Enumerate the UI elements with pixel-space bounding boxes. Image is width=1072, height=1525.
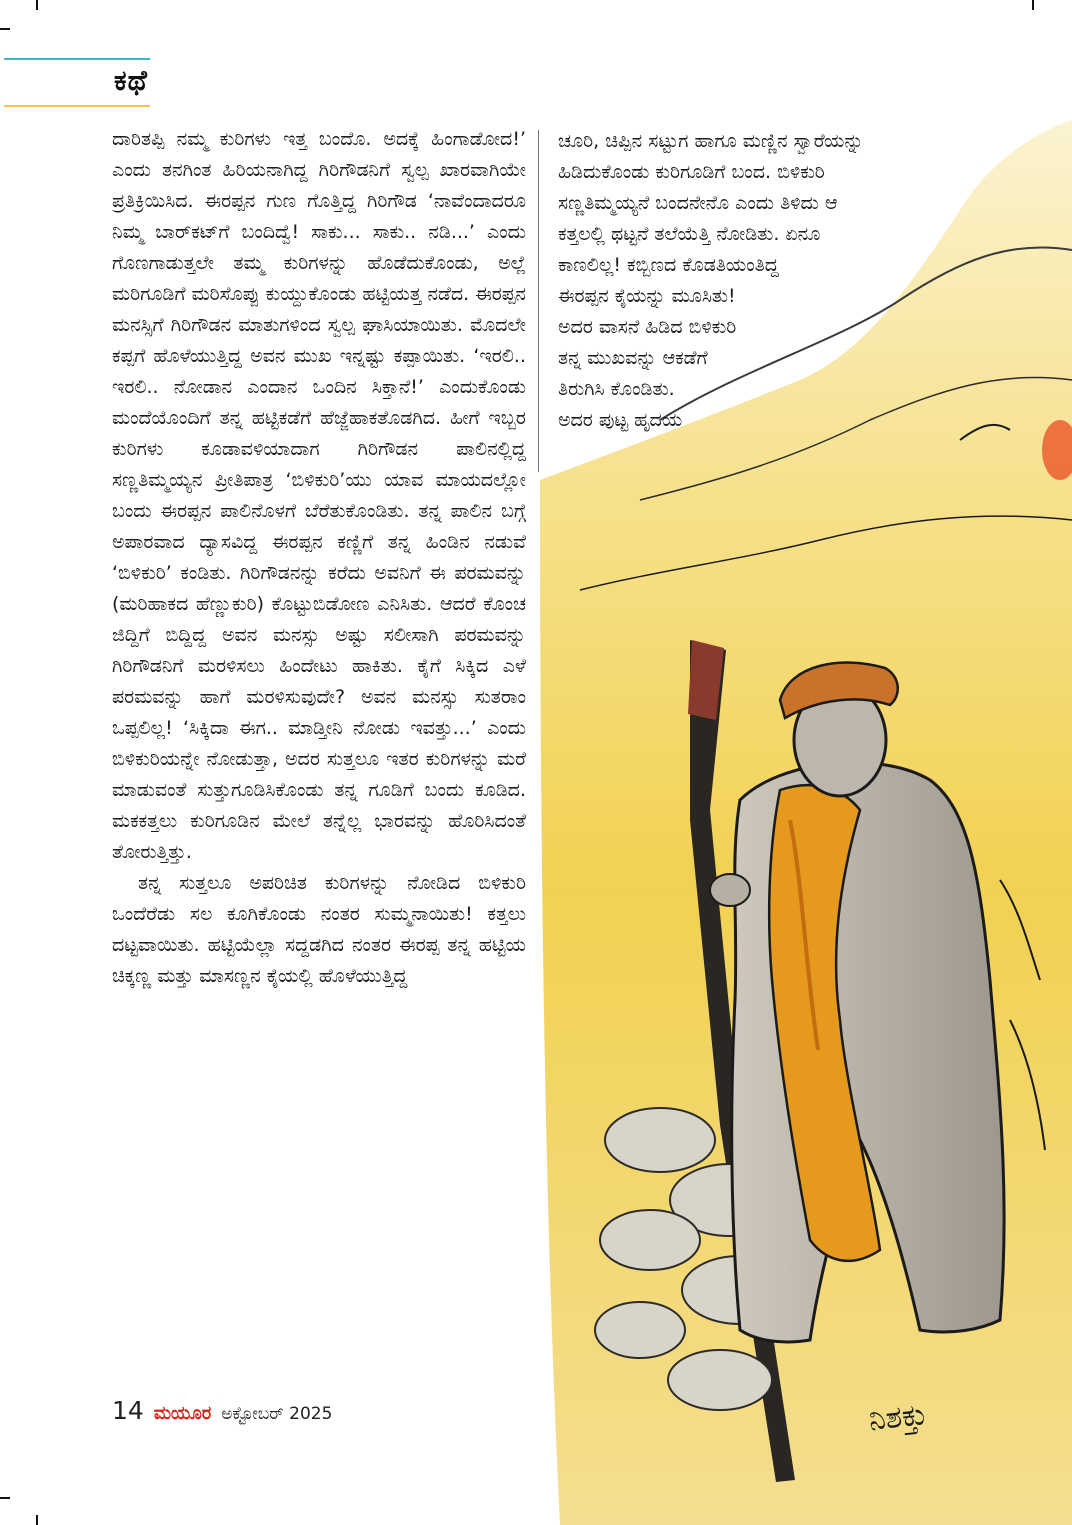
left-paragraph-2: ತನ್ನ ಸುತ್ತಲೂ ಅಪರಿಚಿತ ಕುರಿಗಳನ್ನು ನೋಡಿದ ಬಿಳಿಕುರಿ ಒಂದೆರೆಡು ಸಲ ಕೂಗಿಕೊಂಡು ನಂತರ ಸುಮ್ಮನಾಯಿತು! ಕತ್ತಲು ದಟ್ಟವಾಯಿತು. ಹಟ್ಟಿಯೆಲ್ಲಾ ಸದ್ದಡಗಿದ ನಂತರ ಈರಪ್ಪ ತನ್ನ ಹಟ್ಟಿಯ ಚಿಕ್ಕಣ್ಣ ಮತ್ತು ಮಾಸಣ್ಣನ ಕೈಯಲ್ಲಿ ಹೊಳೆಯುತ್ತಿದ್ದ: [112, 872, 526, 987]
right-line: ಈರಪ್ಪನ ಕೈಯನ್ನು ಮೂಸಿತು!: [558, 285, 736, 307]
page-number: 14: [112, 1396, 144, 1425]
right-line: ಹಿಡಿದುಕೊಂಡು ಕುರಿಗೂಡಿಗೆ ಬಂದ. ಬಿಳಿಕುರಿ: [558, 161, 825, 183]
page-footer: [112, 1396, 332, 1425]
left-paragraph-1: ದಾರಿತಪ್ಪಿ ನಮ್ಮ ಕುರಿಗಳು ಇತ್ತ ಬಂದೊ. ಅದಕ್ಕೆ ಹಿಂಗಾಡೋದ!’ ಎಂದು ತನಗಿಂತ ಹಿರಿಯನಾಗಿದ್ದ ಗಿರಿಗೌಡನಿಗೆ ಸ್ವಲ್ಪ ಖಾರವಾಗಿಯೇ ಪ್ರತಿಕ್ರಿಯಿಸಿದ. ಈರಪ್ಪನ ಗುಣ ಗೊತ್ತಿದ್ದ ಗಿರಿಗೌಡ ‘ನಾವೆಂದಾದರೂ ನಿಮ್ಮ ಬಾರ್‌ಕಟ್‌ಗೆ ಬಂದಿದ್ವೆ! ಸಾಕು... ಸಾಕು.. ನಡಿ...’ ಎಂದು ಗೊಣಗಾಡುತ್ತಲೇ ತಮ್ಮ ಕುರಿಗಳನ್ನು ಹೊಡೆದುಕೊಂಡು, ಅಲ್ಲೆ ಮರಿಗೂಡಿಗೆ ಮರಿಸೊಪ್ಪು ಕುಯ್ದುಕೊಂಡು ಹಟ್ಟಿಯತ್ತ ನಡೆದ. ಈರಪ್ಪನ ಮನಸ್ಸಿಗೆ ಗಿರಿಗೌಡನ ಮಾತುಗಳಿಂದ ಸ್ವಲ್ಪ ಘಾಸಿಯಾಯಿತು. ಮೊದಲೇ ಕಪ್ಪಗೆ ಹೊಳೆಯುತ್ತಿದ್ದ ಅವನ ಮುಖ ಇನ್ನಷ್ಟು ಕಪ್ಪಾಯಿತು. ‘ಇರಲಿ.. ಇರಲಿ.. ನೋಡಾನ ಎಂದಾನ ಒಂದಿನ ಸಿಕ್ತಾನೆ!’ ಎಂದುಕೊಂಡು ಮಂದೆಯೊಂದಿಗೆ ತನ್ನ ಹಟ್ಟಿಕಡೆಗೆ ಹೆಜ್ಜೆಹಾಕತೊಡಗಿದ. ಹೀಗೆ ಇಬ್ಬರ ಕುರಿಗಳು ಕೂಡಾವಳಿಯಾದಾಗ ಗಿರಿಗೌಡನ ಪಾಲಿನಲ್ಲಿದ್ದ ಸಣ್ಣತಿಮ್ಮಯ್ಯನ ಪ್ರೀತಿಪಾತ್ರ ‘ಬಿಳಿಕುರಿ’ಯು ಯಾವ ಮಾಯದಲ್ಲೋ ಬಂದು ಈರಪ್ಪನ ಪಾಲಿನೊಳಗೆ ಬೆರೆತುಕೊಂಡಿತು. ತನ್ನ ಪಾಲಿನ ಬಗ್ಗೆ ಅಪಾರವಾದ ದ್ಯಾಸವಿದ್ದ ಈರಪ್ಪನ ಕಣ್ಣಿಗೆ ತನ್ನ ಹಿಂಡಿನ ನಡುವೆ ‘ಬಿಳಿಕುರಿ’ ಕಂಡಿತು. ಗಿರಿಗೌಡನನ್ನು ಕರೆದು ಅವನಿಗೆ ಈ ಪರಮವನ್ನು (ಮರಿಹಾಕದ ಹೆಣ್ಣುಕುರಿ) ಕೊಟ್ಟುಬಿಡೋಣ ಎನಿಸಿತು. ಆದರೆ ಕೊಂಚ ಜಿದ್ದಿಗೆ ಬಿದ್ದಿದ್ದ ಅವನ ಮನಸ್ಸು ಅಷ್ಟು ಸಲೀಸಾಗಿ ಪರಮವನ್ನು ಗಿರಿಗೌಡನಿಗೆ ಮರಳಿಸಲು ಹಿಂದೇಟು ಹಾಕಿತು. ಕೈಗೆ ಸಿಕ್ಕಿದ ಎಳೆ ಪರಮವನ್ನು ಹಾಗೆ ಮರಳಿಸುವುದೇ? ಅವನ ಮನಸ್ಸು ಸುತರಾಂ ಒಪ್ಪಲಿಲ್ಲ! ‘ಸಿಕ್ಕಿದಾ ಈಗ.. ಮಾಡ್ತೀನಿ ನೋಡು ಇವತ್ತು...’ ಎಂದು ಬಿಳಿಕುರಿಯನ್ನೇ ನೋಡುತ್ತಾ, ಅದರ ಸುತ್ತಲೂ ಇತರ ಕುರಿಗಳನ್ನು ಮರೆ ಮಾಡುವಂತೆ ಸುತ್ತುಗೂಡಿಸಿಕೊಂಡು ತನ್ನ ಗೂಡಿಗೆ ಬಂದು ಕೂಡಿದ. ಮಕಕತ್ತಲು ಕುರಿಗೂಡಿನ ಮೇಲೆ ತನ್ನೆಲ್ಲ ಭಾರವನ್ನು ಹೊರಿಸಿದಂತೆ ತೋರುತ್ತಿತ್ತು.: [112, 128, 526, 863]
right-line: ಚೂರಿ, ಚಿಪ್ಪಿನ ಸಟ್ಟುಗ ಹಾಗೂ ಮಣ್ಣಿನ ಸ್ವಾರೆಯನ್ನು: [558, 130, 864, 152]
crop-mark: [0, 28, 10, 30]
crop-mark: [0, 1497, 10, 1499]
right-line: ತಿರುಗಿಸಿ ಕೊಂಡಿತು.: [558, 378, 675, 400]
right-line: ತನ್ನ ಮುಖವನ್ನು ಆಕಡೆಗೆ: [558, 347, 708, 369]
crop-mark: [36, 0, 38, 10]
crop-mark: [1032, 0, 1034, 10]
header-accent-bottom: [4, 105, 150, 107]
right-line: ಕಾಣಲಿಲ್ಲ! ಕಬ್ಬಿಣದ ಕೊಡತಿಯಂತಿದ್ದ: [558, 254, 779, 276]
magazine-name: ಮಯೂರ: [153, 1403, 212, 1424]
artist-signature: ನಿಶಕ್ತು: [867, 1397, 930, 1438]
section-label: ಕಥೆ: [114, 64, 148, 97]
right-line: ಕತ್ತಲಲ್ಲಿ ಥಟ್ಟನೆ ತಲೆಯೆತ್ತಿ ನೋಡಿತು. ಏನೂ: [558, 223, 821, 245]
crop-mark: [36, 1515, 38, 1525]
header-accent-top: [4, 58, 150, 60]
issue-date: ಅಕ್ಟೋಬರ್ 2025: [221, 1404, 333, 1424]
right-line: ಅದರ ವಾಸನೆ ಹಿಡಿದ ಬಿಳಿಕುರಿ: [558, 316, 737, 338]
left-column: [112, 124, 526, 992]
column-rule: [538, 130, 539, 472]
right-line: ಅದರ ಪುಟ್ಟ ಹೃದಯ: [558, 409, 683, 431]
right-column: [558, 126, 966, 436]
right-line: ಸಣ್ಣತಿಮ್ಮಯ್ಯನೆ ಬಂದನೇನೊ ಎಂದು ತಿಳಿದು ಆ: [558, 192, 838, 214]
